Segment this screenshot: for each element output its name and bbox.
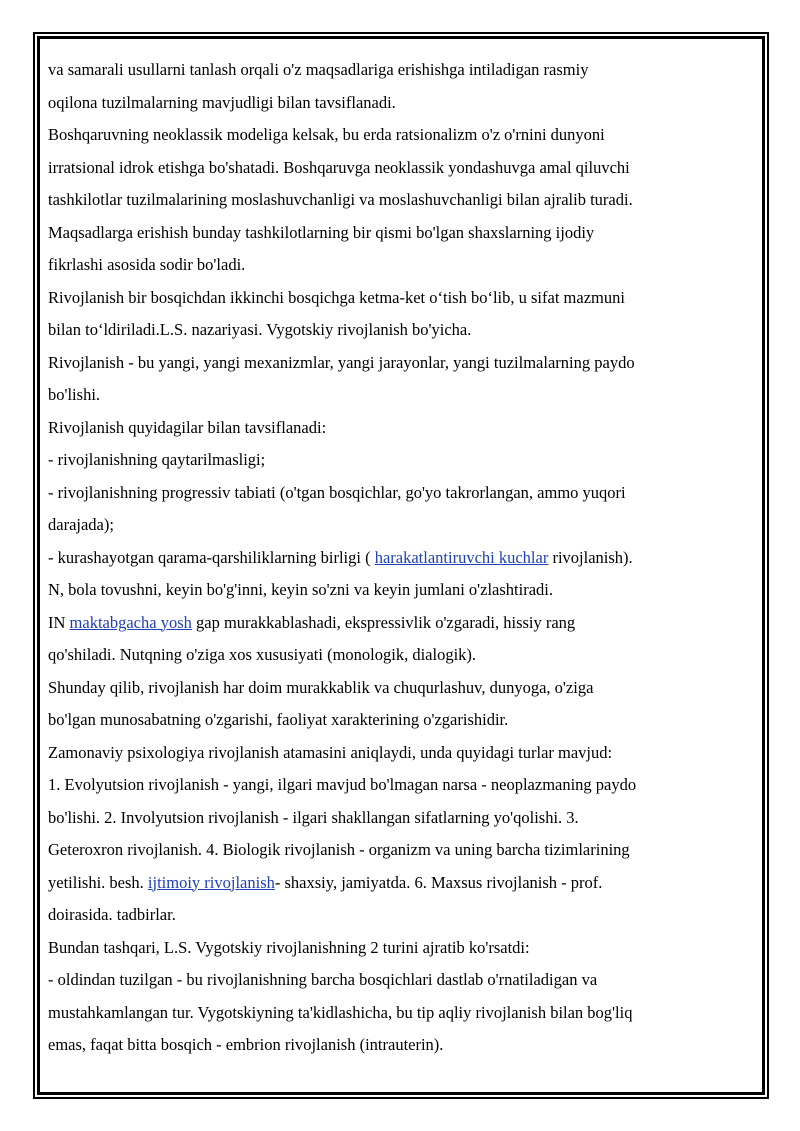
link-harakatlantiruvchi-kuchlar[interactable]: harakatlantiruvchi kuchlar (374, 547, 549, 567)
text-line: bo'lgan munosabatning o'zgarishi, faoliyat xarakterining o'zgarishidir. (48, 710, 509, 729)
text-line: - rivojlanishning progressiv tabiati (o'tgan bosqichlar, go'yo takrorlangan, ammo yuqori (48, 482, 626, 502)
text-line: va samarali usullarni tanlash orqali o'z maqsadlariga erishishga intiladigan rasmiy (48, 60, 589, 79)
text-line: Rivojlanish quyidagilar bilan tavsiflanadi: (48, 417, 327, 437)
text-line: yetilishi. besh. ijtimoiy rivojlanish- shaxsiy, jamiyatda. 6. Maxsus rivojlanish - prof. (48, 872, 603, 892)
text-line: Bundan tashqari, L.S. Vygotskiy rivojlanishning 2 turini ajratib ko'rsatdi: (48, 937, 530, 957)
text-line: Rivojlanish bir bosqichdan ikkinchi bosqichga ketma-ket o‘tish bo‘lib, u sifat mazmuni (48, 287, 625, 307)
link-maktabgacha-yosh[interactable]: maktabgacha yosh (69, 612, 192, 632)
text-line: mustahkamlangan tur. Vygotskiyning ta'kidlashicha, bu tip aqliy rivojlanish bilan bog'liq (48, 1002, 633, 1022)
text-line: bilan to‘ldiriladi.L.S. nazariyasi. Vygotskiy rivojlanish bo'yicha. (48, 320, 472, 339)
text-line: - rivojlanishning qaytarilmasligi; (48, 450, 266, 469)
text-line: emas, faqat bitta bosqich - embrion rivojlanish (intrauterin). (48, 1035, 444, 1054)
text-line: bo'lishi. 2. Involyutsion rivojlanish - ilgari shakllangan sifatlarning yo'qolishi. 3. (48, 807, 579, 827)
text-line: IN maktabgacha yosh gap murakkablashadi, ekspressivlik o'zgaradi, hissiy rang (48, 612, 576, 632)
text-line: - oldindan tuzilgan - bu rivojlanishning barcha bosqichlari dastlab o'rnatiladigan va (48, 970, 598, 989)
text-line: bo'lishi. (48, 385, 101, 404)
text-line: 1. Evolyutsion rivojlanish - yangi, ilgari mavjud bo'lmagan narsa - neoplazmaning paydo (48, 775, 637, 794)
text-line: - kurashayotgan qarama-qarshiliklarning birligi ( harakatlantiruvchi kuchlar rivojlanish). (48, 547, 633, 567)
text-line: oqilona tuzilmalarning mavjudligi bilan tavsiflanadi. (48, 92, 396, 112)
text-line: Maqsadlarga erishish bunday tashkilotlarning bir qismi bo'lgan shaxslarning ijodiy (48, 222, 595, 242)
text-line: irratsional idrok etishga bo'shatadi. Boshqaruvga neoklassik yondashuvga amal qiluvchi (48, 157, 630, 177)
text-line: Zamonaviy psixologiya rivojlanish atamasini aniqlaydi, unda quyidagi turlar mavjud: (48, 742, 613, 762)
text-line: Shunday qilib, rivojlanish har doim murakkablik va chuqurlashuv, dunyoga, o'ziga (48, 677, 594, 697)
text-line: Rivojlanish - bu yangi, yangi mexanizmlar, yangi jarayonlar, yangi tuzilmalarning paydo (48, 352, 635, 372)
text-line: N, bola tovushni, keyin bo'g'inni, keyin so'zni va keyin jumlani o'zlashtiradi. (48, 580, 553, 599)
text-line: doirasida. tadbirlar. (48, 905, 176, 924)
text-line: Boshqaruvning neoklassik modeliga kelsak, bu erda ratsionalizm o'z o'rnini dunyoni (48, 125, 605, 144)
text-line: Geteroxron rivojlanish. 4. Biologik rivojlanish - organizm va uning barcha tizimlarining (48, 840, 630, 859)
text-line: qo'shiladi. Nutqning o'ziga xos xususiyati (monologik, dialogik). (48, 645, 477, 664)
document-body (48, 54, 748, 1062)
text-line: fikrlashi asosida sodir bo'ladi. (48, 255, 246, 274)
text-line: tashkilotlar tuzilmalarining moslashuvchanligi va moslashuvchanligi bilan ajralib turadi. (48, 190, 633, 209)
link-ijtimoiy-rivojlanish[interactable]: ijtimoiy rivojlanish (147, 872, 275, 892)
text-line: darajada); (48, 515, 114, 534)
